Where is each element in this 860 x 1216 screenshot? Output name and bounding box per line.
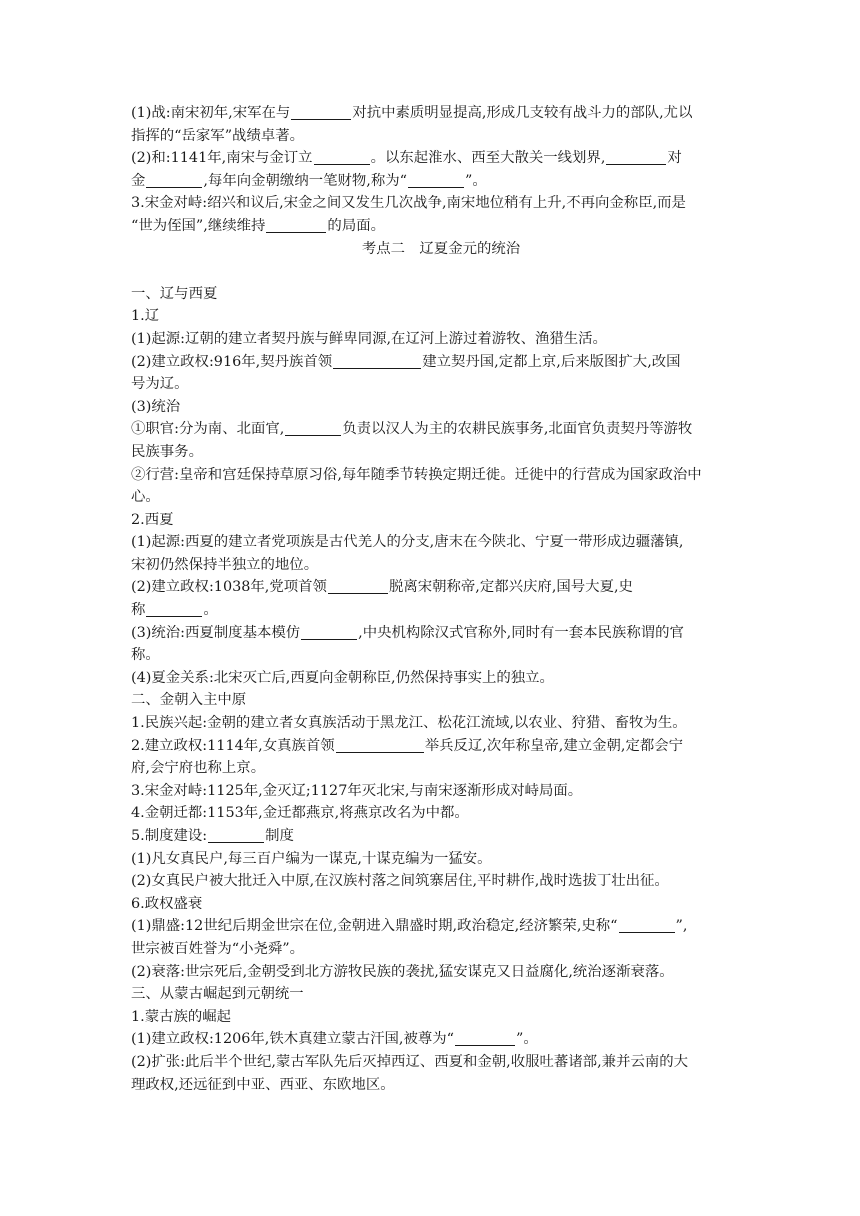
fill-blank[interactable]: [291, 103, 351, 120]
text-line: 3.宋金对峙:绍兴和议后,宋金之间又发生几次战争,南宋地位稍有上升,不再向金称臣,而是: [131, 195, 686, 212]
fill-blank[interactable]: [266, 216, 326, 233]
fill-blank[interactable]: [146, 600, 202, 617]
text-line: (4)夏金关系:北宋灭亡后,西夏向金朝称臣,仍然保持事实上的独立。: [131, 669, 554, 686]
text-line: “世为侄国”,继续维持 的局面。: [131, 217, 385, 234]
fill-blank[interactable]: [146, 171, 202, 188]
text-line: (2)扩张:此后半个世纪,蒙古军队先后灭掉西辽、西夏和金朝,收服吐蕃诸部,兼并云南的大: [131, 1053, 689, 1070]
text-line: 6.政权盛衰: [131, 895, 203, 912]
text-line: 宋初仍然保持半独立的地位。: [131, 556, 319, 573]
fill-blank[interactable]: [301, 623, 357, 640]
text-line: (1)起源:西夏的建立者党项族是古代羌人的分支,唐末在今陕北、宁夏一带形成边疆藩镇,: [131, 534, 684, 551]
text-line: (1)鼎盛:12世纪后期金世宗在位,金朝进入鼎盛时期,政治稳定,经济繁荣,史称“ ”,: [131, 918, 688, 935]
text-line: 三、从蒙古崛起到元朝统一: [131, 986, 304, 1003]
fill-blank[interactable]: [285, 419, 341, 436]
text-line: 1.辽: [131, 308, 160, 325]
text-line: (2)和:1141年,南宋与金订立 。以东起淮水、西至大散关一线划界, 对: [131, 150, 682, 167]
text-line: 称。: [131, 647, 160, 664]
text-line: 理政权,还远征到中亚、西亚、东欧地区。: [131, 1076, 395, 1093]
text-line: (2)女真民户被大批迁入中原,在汉族村落之间筑寨居住,平时耕作,战时选拔丁壮出征。: [131, 873, 669, 890]
fill-blank[interactable]: [333, 352, 421, 369]
text-line: 2.西夏: [131, 511, 174, 528]
text-line: 3.宋金对峙:1125年,金灭辽;1127年灭北宋,与南宋逐渐形成对峙局面。: [131, 782, 583, 799]
text-line: ②行营:皇帝和宫廷保持草原习俗,每年随季节转换定期迁徙。迁徙中的行营成为国家政治中: [131, 466, 702, 483]
text-line: (3)统治:西夏制度基本模仿 ,中央机构除汉式官称外,同时有一套本民族称谓的官: [131, 624, 684, 641]
text-line: 称 。: [131, 602, 218, 619]
text-line: 2.建立政权:1114年,女真族首领 举兵反辽,次年称皇帝,建立金朝,定都会宁: [131, 737, 684, 754]
text-line: 1.蒙古族的崛起: [131, 1008, 232, 1025]
text-line: 金 ,每年向金朝缴纳一笔财物,称为“ ”。: [131, 172, 487, 189]
text-line: 府,会宁府也称上京。: [131, 760, 266, 777]
text-line: 指挥的“岳家军”战绩卓著。: [131, 127, 305, 144]
text-line: 一、辽与西夏: [131, 285, 218, 302]
fill-blank[interactable]: [314, 148, 370, 165]
text-line: (2)建立政权:1038年,党项首领 脱离宋朝称帝,定都兴庆府,国号大夏,史: [131, 579, 633, 596]
text-line: (1)凡女真民户,每三百户编为一谋克,十谋克编为一猛安。: [131, 850, 492, 867]
text-line: (2)建立政权:916年,契丹族首领 建立契丹国,定都上京,后来版图扩大,改国: [131, 353, 681, 370]
text-line: (1)建立政权:1206年,铁木真建立蒙古汗国,被尊为“ ”。: [131, 1031, 538, 1048]
section-heading: 考点二 辽夏金元的统治: [361, 240, 521, 257]
fill-blank[interactable]: [208, 826, 264, 843]
fill-blank[interactable]: [606, 148, 666, 165]
text-line: (3)统治: [131, 398, 181, 415]
text-line: 4.金朝迁都:1153年,金迁都燕京,将燕京改名为中都。: [131, 805, 469, 822]
document-body: [131, 102, 731, 1096]
text-line: (1)战:南宋初年,宋军在与 对抗中素质明显提高,形成几支较有战斗力的部队,尤以: [131, 105, 693, 121]
text-line: 民族事务。: [131, 443, 203, 460]
text-line: 二、金朝入主中原: [131, 692, 247, 709]
text-line: 世宗被百姓誉为“小尧舜”。: [131, 940, 305, 957]
text-line: ①职官:分为南、北面官, 负责以汉人为主的农耕民族事务,北面官负责契丹等游牧: [131, 421, 693, 438]
text-line: 1.民族兴起:金朝的建立者女真族活动于黑龙江、松花江流域,以农业、狩猎、畜牧为生。: [131, 715, 687, 732]
text-line: 5.制度建设: 制度: [131, 828, 294, 844]
text-line: 号为辽。: [131, 376, 189, 393]
text-line: (1)起源:辽朝的建立者契丹族与鲜卑同源,在辽河上游过着游牧、渔猎生活。: [131, 330, 607, 347]
fill-blank[interactable]: [328, 577, 388, 594]
fill-blank[interactable]: [408, 171, 464, 188]
fill-blank[interactable]: [619, 916, 675, 933]
text-line: (2)衰落:世宗死后,金朝受到北方游牧民族的袭扰,猛安谋克又日益腐化,统治逐渐衰落。: [131, 963, 674, 980]
fill-blank[interactable]: [455, 1029, 515, 1046]
fill-blank[interactable]: [336, 736, 424, 753]
spacer: [131, 260, 731, 283]
text-line: 心。: [131, 489, 160, 506]
